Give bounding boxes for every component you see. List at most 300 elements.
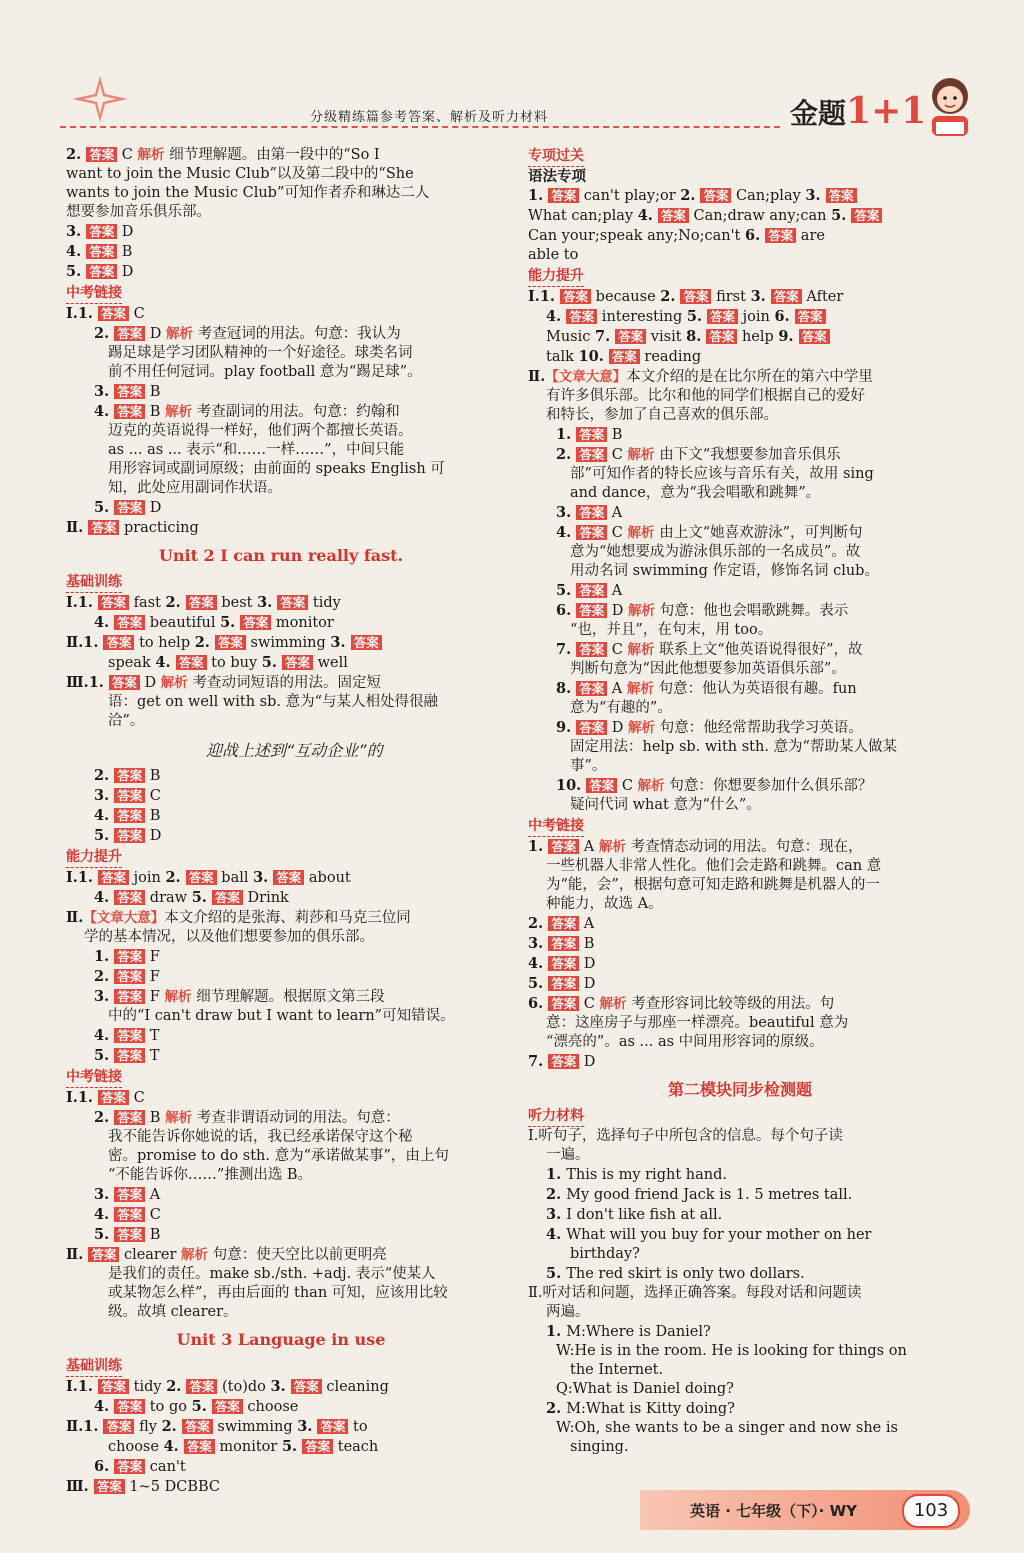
answer-text: because [591,289,661,305]
answer-text: choose [242,1399,299,1415]
answer-text: 句意：他也会唱歌跳舞。表示 [659,603,849,619]
answer-text: B [117,244,133,260]
item-number: 4. [163,1438,184,1455]
answer-badge: 答案 [576,583,607,598]
answer-text: monitor [271,615,334,631]
answer-text: B [579,936,595,952]
answer-badge: 答案 [186,1379,217,1394]
answer-text: Drink [242,890,289,906]
item-number: Ⅰ.1. [66,594,99,611]
answer-text: 由上文“她喜欢游泳”，可判断句 [659,525,863,541]
answer-text: 踢足球是学习团队精神的一个好途径。球类名词 [108,345,413,361]
answer-text: C [607,642,628,658]
answer-text: 用动名词 swimming 作定语，修饰名词 club。 [570,563,879,579]
answer-text: D [579,976,596,992]
answer-text: about [304,870,351,886]
item-number: 3. [330,634,351,651]
answer-text: C [145,788,161,804]
answer-text: to help [134,635,195,651]
answer-text: C [129,1090,145,1106]
answer-line [528,1380,952,1399]
answer-line [66,712,496,731]
item-number: 5. [528,975,549,992]
answer-line [66,1265,496,1284]
answer-text: Can;draw any;can [688,208,832,224]
answer-line [66,441,496,460]
answer-badge: 答案 [88,520,119,535]
answer-badge: 答案 [576,642,607,657]
item-number: 4. [556,524,577,541]
item-number: 2. [556,446,577,463]
section-heading: 基础训练 [66,573,122,593]
answer-badge: 答案 [240,615,271,630]
answer-line [528,699,952,718]
explanation-label: 解析 [181,1247,213,1263]
item-number: 1. [546,1166,567,1183]
answer-line [528,1052,952,1072]
answer-badge: 答案 [680,289,711,304]
answer-badge: 答案 [114,1227,145,1242]
item-number: 1. [556,426,577,443]
answer-line [66,1147,496,1166]
answer-line [66,382,496,402]
subsection-title: 语法专项 [528,168,586,185]
answer-text: join [129,870,166,886]
item-number: 3. [750,288,771,305]
item-number: 7. [528,1053,549,1070]
answer-text: tidy [129,1379,167,1395]
answer-line [528,307,952,327]
item-number: 5. [94,1047,115,1064]
item-number: 7. [556,641,577,658]
item-number: 5. [261,654,282,671]
girl-mascot-icon [920,72,980,138]
answer-text: to buy [206,655,262,671]
answer-line [66,1026,496,1046]
answer-badge: 答案 [700,188,731,203]
answer-text: fast [129,595,166,611]
item-number: 2. [165,594,186,611]
answer-badge: 答案 [114,989,145,1004]
answer-line [528,523,952,543]
summary-label: 【文章大意】 [83,910,165,926]
explanation-label: 解析 [165,1110,197,1126]
answer-line [66,242,496,262]
answer-text: M:Where is Daniel? [566,1324,711,1340]
item-number: Ⅱ. [528,368,546,385]
answer-badge: 答案 [706,329,737,344]
unit-title: Unit 3 Language in use [176,1330,386,1349]
answer-line [528,718,952,738]
item-number: 2. [66,146,87,163]
answer-text: Q:What is Daniel doing? [556,1381,734,1397]
answer-text: D [145,326,167,342]
answer-line [528,186,952,206]
answer-line [66,987,496,1007]
answer-text: talk [546,349,579,365]
answer-line [528,543,952,562]
answer-badge: 答案 [114,949,145,964]
item-number: 6. [556,602,577,619]
answer-text: to [348,1419,368,1435]
answer-line [66,766,496,786]
answer-badge: 答案 [795,309,826,324]
answer-badge: 答案 [212,1399,243,1414]
answer-badge: 答案 [277,595,308,610]
answer-text: 级。故填 clearer。 [108,1304,238,1320]
answer-line [66,806,496,826]
answer-text: Ⅰ.听句子，选择句子中所包含的信息。每个句子读 [528,1128,843,1144]
item-number: 4. [94,1398,115,1415]
answer-text: After [801,289,844,305]
answer-line [66,1303,496,1322]
answer-text: 判断句意为“因此他想要参加英语俱乐部”。 [570,661,846,677]
answer-text: fly [134,1419,162,1435]
answer-text: I don't like fish at all. [566,1207,723,1223]
answer-line [66,324,496,344]
answer-text: D [117,224,134,240]
answer-text: 句意：使天空比以前更明亮 [212,1247,387,1263]
answer-text: first [711,289,751,305]
answer-line [528,640,952,660]
answer-text: 事”。 [570,758,607,774]
item-number: 3. [94,1186,115,1203]
answer-text: beautiful [145,615,221,631]
answer-line [66,888,496,908]
explanation-label: 解析 [166,326,198,342]
answer-line [66,1205,496,1225]
answer-text: C [607,525,628,541]
answer-text: swimming [245,635,331,651]
answer-text: 考查动词短语的用法。固定短 [192,675,381,691]
item-number: 5. [94,1226,115,1243]
explanation-label: 解析 [626,681,659,697]
handwritten-note: 迎战上述到“互动企业”的 [206,741,383,760]
answer-line [528,738,952,757]
item-number: Ⅱ. [66,909,84,926]
answer-text: 洽”。 [108,713,145,729]
answer-text: B [145,808,161,824]
answer-text: practicing [119,520,199,536]
answer-line [528,621,952,640]
item-number: 2. [546,1186,567,1203]
answer-badge: 答案 [707,309,738,324]
answer-badge: 答案 [576,681,607,696]
answer-line [66,262,496,282]
answer-text: join [738,309,775,325]
answer-line [66,1185,496,1205]
answer-line [66,967,496,987]
answer-text: reading [639,349,702,365]
item-number: Ⅱ.1. [66,1418,104,1435]
answer-text: 由下文“我想要参加音乐俱乐 [659,447,841,463]
answer-text: clearer [119,1247,181,1263]
answer-line [528,1245,952,1264]
answer-badge: 答案 [114,1187,145,1202]
answer-text: F [145,949,160,965]
answer-text: to go [145,1399,192,1415]
item-number: 3. [528,935,549,952]
answer-line [528,1033,952,1052]
item-number: 6. [774,308,795,325]
answer-text: help [737,329,779,345]
answer-text: D [117,264,134,280]
answer-text: M:What is Kitty doing? [566,1401,735,1417]
item-number: 5. [191,889,212,906]
item-number: 4. [94,889,115,906]
answer-badge: 答案 [548,936,579,951]
answer-line [528,1205,952,1225]
answer-text: 考查非谓语动词的用法。句意： [196,1110,400,1126]
answer-text: are [796,228,825,244]
answer-text: 考查副词的用法。句意：约翰和 [196,404,400,420]
answer-line [528,796,952,815]
answer-text: What can;play [528,208,638,224]
answer-text: 为“能，会”，根据句意可知走路和跳舞是机器人的一 [546,877,880,893]
item-number: 5. [556,582,577,599]
summary-text: 和特长，参加了自己喜欢的俱乐部。 [546,407,778,423]
answer-badge: 答案 [88,1247,119,1262]
answer-text: B [145,384,161,400]
answer-line [528,1322,952,1342]
answer-text: F [145,969,160,985]
answer-line [528,1399,952,1419]
explanation-label: 解析 [627,642,660,658]
answer-line [66,304,496,324]
answer-text: visit [646,329,687,345]
answer-line [528,1014,952,1033]
answer-text: 意：这座房子与那座一样漂亮。beautiful 意为 [546,1015,849,1031]
answer-badge: 答案 [98,595,129,610]
answer-badge: 答案 [548,188,579,203]
answer-text: birthday? [570,1246,640,1262]
answer-text: tidy [308,595,341,611]
summary-text: 本文介绍的是张海、莉莎和马克三位同 [164,910,411,926]
answer-badge: 答案 [576,447,607,462]
answer-line [66,145,496,165]
answer-badge: 答案 [176,655,207,670]
answer-text: B [145,1110,166,1126]
item-number: 8. [686,328,707,345]
item-number: 2. [660,288,681,305]
item-number: Ⅲ.1. [66,674,109,691]
answer-badge: 答案 [560,289,591,304]
answer-badge: 答案 [609,349,640,364]
answer-badge: 答案 [94,1479,125,1494]
answer-badge: 答案 [98,1090,129,1105]
answer-line [66,498,496,518]
answer-text: 部”可知作者的特长应该与音乐有关，故用 sing [570,466,874,482]
brand-logo: 金题1+1 [790,90,927,132]
item-number: 4. [528,955,549,972]
answer-text: as ... as ... 表示“和……一样……”，中间只能 [108,442,405,458]
answer-text: 我不能告诉你她说的话，我已经承诺保守这个秘 [108,1129,413,1145]
item-number: 3. [270,1378,291,1395]
answer-text: C [145,1207,161,1223]
item-number: 5. [686,308,708,325]
summary-text: 学的基本情况，以及他们想要参加的俱乐部。 [84,929,374,945]
answer-text: D [579,1054,596,1070]
answer-text: A [607,681,627,697]
item-number: 2. [546,1400,567,1417]
compass-star-icon [70,74,130,124]
answer-badge: 答案 [114,788,145,803]
answer-text: well [312,655,348,671]
answer-text: 句意：你想要参加什么俱乐部？ [669,778,873,794]
explanation-label: 解析 [628,603,660,619]
answer-line [528,503,952,523]
answer-badge: 答案 [114,1459,145,1474]
answer-text: My good friend Jack is 1. 5 metres tall. [566,1187,853,1203]
answer-badge: 答案 [114,1110,145,1125]
answer-text: 意为“有趣的”。 [570,700,672,716]
answer-text: D [579,956,596,972]
item-number: 4. [94,807,115,824]
answer-line [66,1457,496,1477]
answer-text: 中的“I can't draw but I want to learn”可知错误。 [108,1008,455,1024]
answer-line [66,1397,496,1417]
answer-line [528,1264,952,1284]
item-number: 5. [831,207,852,224]
answer-text: interesting [597,309,687,325]
answer-text: T [145,1028,160,1044]
answer-line [528,601,952,621]
answer-text: W:He is in the room. He is looking for things on [556,1343,907,1359]
answer-text: 考查冠词的用法。句意：我认为 [197,326,401,342]
section-heading: 专项过关 [528,147,584,167]
answer-line [66,1377,496,1397]
answer-badge: 答案 [114,500,145,515]
explanation-label: 解析 [627,447,660,463]
answer-text: 迈克的英语说得一样好，他们两个都擅长英语。 [108,423,413,439]
item-number: 5. [94,499,115,516]
answer-badge: 答案 [186,595,217,610]
answer-line [528,934,952,954]
summary-text: 有许多俱乐部。比尔和他的同学们根据自己的爱好 [546,388,865,404]
answer-text: speak [108,655,156,671]
item-number: 9. [778,328,799,345]
item-number: 4. [94,403,115,420]
item-number: 2. [94,325,115,342]
item-number: Ⅰ.1. [66,869,99,886]
answer-text: 两遍。 [546,1304,590,1320]
right-column [528,145,952,1457]
item-number: Ⅰ.1. [66,305,99,322]
answer-text: ball [216,870,254,886]
answer-badge: 答案 [186,870,217,885]
answer-line [66,1088,496,1108]
answer-line [66,1046,496,1066]
answer-text: 联系上文“他英语说得很好”，故 [659,642,863,658]
answer-text: can't play;or [579,188,681,204]
item-number: 2. [165,869,186,886]
answer-badge: 答案 [548,916,579,931]
answer-line [528,1303,952,1322]
answer-badge: 答案 [86,147,117,162]
explanation-label: 解析 [627,525,660,541]
answer-badge: 答案 [86,224,117,239]
answer-text: C [617,778,638,794]
answer-line [66,1128,496,1147]
item-number: Ⅱ. [66,1246,89,1263]
answer-line [528,1361,952,1380]
answer-badge: 答案 [114,969,145,984]
answer-line [66,222,496,242]
answer-line [528,876,952,895]
item-number: 1. [528,187,549,204]
answer-badge: 答案 [586,778,617,793]
answer-line [66,633,496,653]
answer-line [528,837,952,857]
answer-text: A [579,839,599,855]
header-subtitle: 分级精练篇参考答案、解析及听力材料 [310,110,549,125]
answer-line [66,947,496,967]
answer-line [528,679,952,699]
answer-badge: 答案 [351,635,382,650]
item-number: 6. [94,1458,115,1475]
answer-badge: 答案 [114,404,145,419]
answer-line [66,422,496,441]
item-number: Ⅱ.1. [66,634,104,651]
module-title: 第二模块同步检测题 [667,1080,812,1099]
answer-text: Can your;speak any;No;can't [528,228,745,244]
answer-line [66,518,496,538]
item-number: 3. [253,869,274,886]
answer-line [528,425,952,445]
answer-badge: 答案 [114,1028,145,1043]
answer-line [528,974,952,994]
answer-line [66,1245,496,1265]
explanation-label: 解析 [598,839,631,855]
answer-badge: 答案 [114,326,145,341]
item-number: 5. [546,1265,567,1282]
answer-badge: 答案 [114,1207,145,1222]
answer-badge: 答案 [86,264,117,279]
answer-line [528,776,952,796]
answer-text: 用形容词或副词原级；由前面的 speaks English 可 [108,461,445,477]
answer-badge: 答案 [114,1399,145,1414]
section-heading: 中考链接 [66,1068,122,1088]
answer-text: 细节理解题。根据原文第三段 [196,989,385,1005]
answer-line [66,1108,496,1128]
item-number: 5. [66,263,87,280]
answer-badge: 答案 [103,1419,134,1434]
answer-badge: 答案 [114,828,145,843]
answer-line [528,465,952,484]
answer-text: 知，此处应用副词作状语。 [108,480,282,496]
answer-badge: 答案 [98,306,129,321]
answer-badge: 答案 [114,768,145,783]
answer-line [66,460,496,479]
answer-badge: 答案 [548,976,579,991]
answer-line [528,1146,952,1165]
item-number: 10. [556,777,587,794]
answer-badge: 答案 [826,188,857,203]
item-number: 4. [94,614,115,631]
answer-text: A [607,583,623,599]
item-number: Ⅱ. [66,519,89,536]
answer-text: C [117,147,138,163]
item-number: 3. [257,594,278,611]
answer-line [66,1417,496,1437]
answer-line [66,693,496,712]
explanation-label: 解析 [628,720,660,736]
answer-badge: 答案 [291,1379,322,1394]
answer-text: B [145,1227,161,1243]
answer-text: 想要参加音乐俱乐部。 [66,204,211,220]
answer-line [528,484,952,503]
answer-line [66,868,496,888]
